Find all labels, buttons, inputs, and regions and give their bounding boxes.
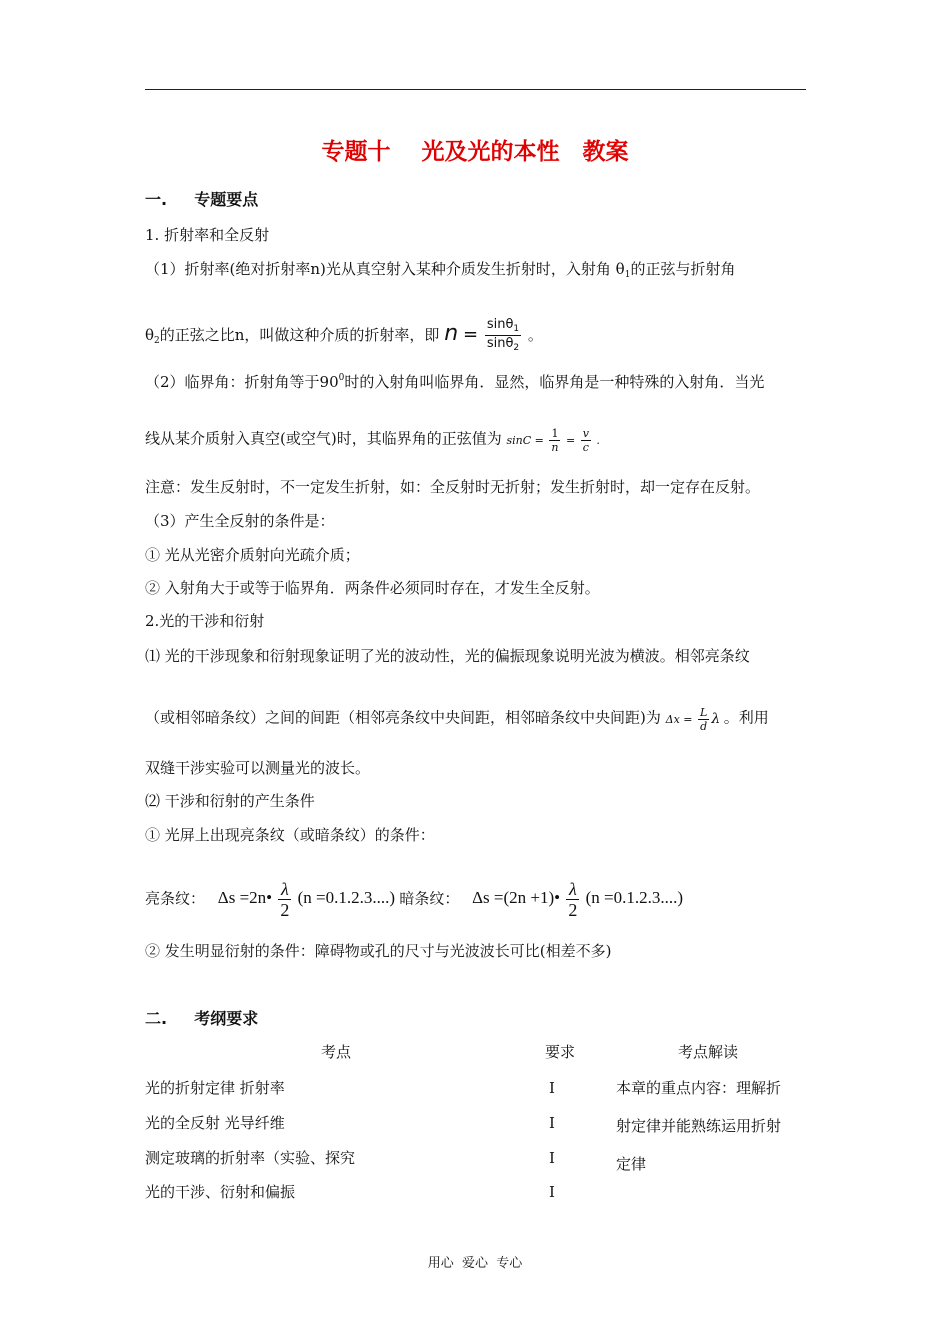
item-1-title: 1. 折射率和全反射: [145, 226, 270, 244]
fringe-spacing-formula: Δx = $\frac{L}{d}$ λ: [665, 706, 721, 733]
critical-angle-line1: （2）临界角：折射角等于$90^0$时的入射角叫临界角．显然，临界角是一种特殊的入射角．当光: [145, 373, 765, 391]
condition-1: ① 光从光密介质射向光疏介质；: [145, 546, 360, 564]
item-2-title: 2.光的干涉和衍射: [145, 612, 265, 630]
section-2-heading: 二. 考纲要求: [145, 1009, 259, 1028]
page-title: 专题十 光及光的本性 教案: [321, 139, 629, 165]
critical-angle-line2: 线从某介质射入真空(或空气)时，其临界角的正弦值为 sinC = $\frac{1}{n}$ = $\frac{v}{c}$ .: [145, 427, 600, 454]
critical-angle-formula: sinC = $\frac{1}{n}$ = $\frac{v}{c}$ .: [506, 427, 600, 454]
table-header-requirement: 要求: [545, 1043, 576, 1061]
table-row-requirement: I: [549, 1079, 555, 1097]
footer-text: 用心 爱心 专心: [427, 1256, 523, 1271]
fringe-formulas-line: 亮条纹： Δs =2n• $\frac{\lambda}{2}$ (n =0.1.2.3....) 暗条纹： Δs =(2n +1)• $\frac{\lambda}{2}$ (n =0.1.2.3....): [145, 879, 684, 920]
table-row-topic: 光的折射定律 折射率: [145, 1079, 285, 1097]
interpretation-line: 本章的重点内容：理解折: [616, 1079, 782, 1097]
total-reflection-conditions: （3）产生全反射的条件是：: [145, 512, 335, 530]
table-row-topic: 测定玻璃的折射率（实验、探究: [145, 1149, 356, 1167]
table-header-interpretation: 考点解读: [678, 1043, 739, 1061]
table-row-requirement: I: [549, 1183, 555, 1201]
table-row-topic: 光的干涉、衍射和偏振: [145, 1183, 296, 1201]
interference-line3: 双缝干涉实验可以测量光的波长。: [145, 759, 371, 777]
interpretation-line: 射定律并能熟练运用折射: [616, 1117, 782, 1135]
table-row-requirement: I: [549, 1149, 555, 1167]
refraction-paragraph-line2: $\theta_2$的正弦之比n，叫做这种介质的折射率，即 n = $\frac{\sin\theta_1}{\sin\theta_2}$ 。: [145, 317, 543, 353]
table-row-topic: 光的全反射 光导纤维: [145, 1114, 285, 1132]
interference-conditions-title: ⑵ 干涉和衍射的产生条件: [145, 792, 315, 810]
interference-line2: （或相邻暗条纹）之间的间距（相邻亮条纹中央间距，相邻暗条纹中央间距)为 Δx = $\frac{L}{d}$ λ 。利用: [145, 706, 769, 733]
table-header-topic: 考点: [321, 1043, 352, 1061]
bright-fringe-condition: ① 光屏上出现亮条纹（或暗条纹）的条件：: [145, 826, 435, 844]
section-1-heading: 一. 专题要点: [145, 190, 259, 209]
interpretation-line: 定律: [616, 1155, 647, 1173]
refraction-paragraph-line1: （1）折射率(绝对折射率n)光从真空射入某种介质发生折射时，入射角 $\theta_1$的正弦与折射角: [145, 260, 736, 280]
diffraction-condition: ② 发生明显衍射的条件：障碍物或孔的尺寸与光波波长可比(相差不多): [145, 942, 612, 960]
table-row-requirement: I: [549, 1114, 555, 1132]
header-rule: [145, 89, 806, 90]
refraction-index-formula: n = $\frac{\sin\theta_1}{\sin\theta_2}$: [444, 317, 520, 353]
interference-line1: ⑴ 光的干涉现象和衍射现象证明了光的波动性，光的偏振现象说明光波为横波。相邻亮条纹: [145, 647, 750, 665]
bright-fringe-formula: Δs =2n• $\frac{\lambda}{2}$ (n =0.1.2.3....): [217, 879, 396, 920]
note-line: 注意：发生反射时，不一定发生折射，如：全反射时无折射；发生折射时，却一定存在反射。: [145, 478, 761, 496]
dark-fringe-formula: Δs =(2n +1)• $\frac{\lambda}{2}$ (n =0.1.2.3....): [472, 879, 684, 920]
condition-2: ② 入射角大于或等于临界角．两条件必须同时存在，才发生全反射。: [145, 579, 600, 597]
